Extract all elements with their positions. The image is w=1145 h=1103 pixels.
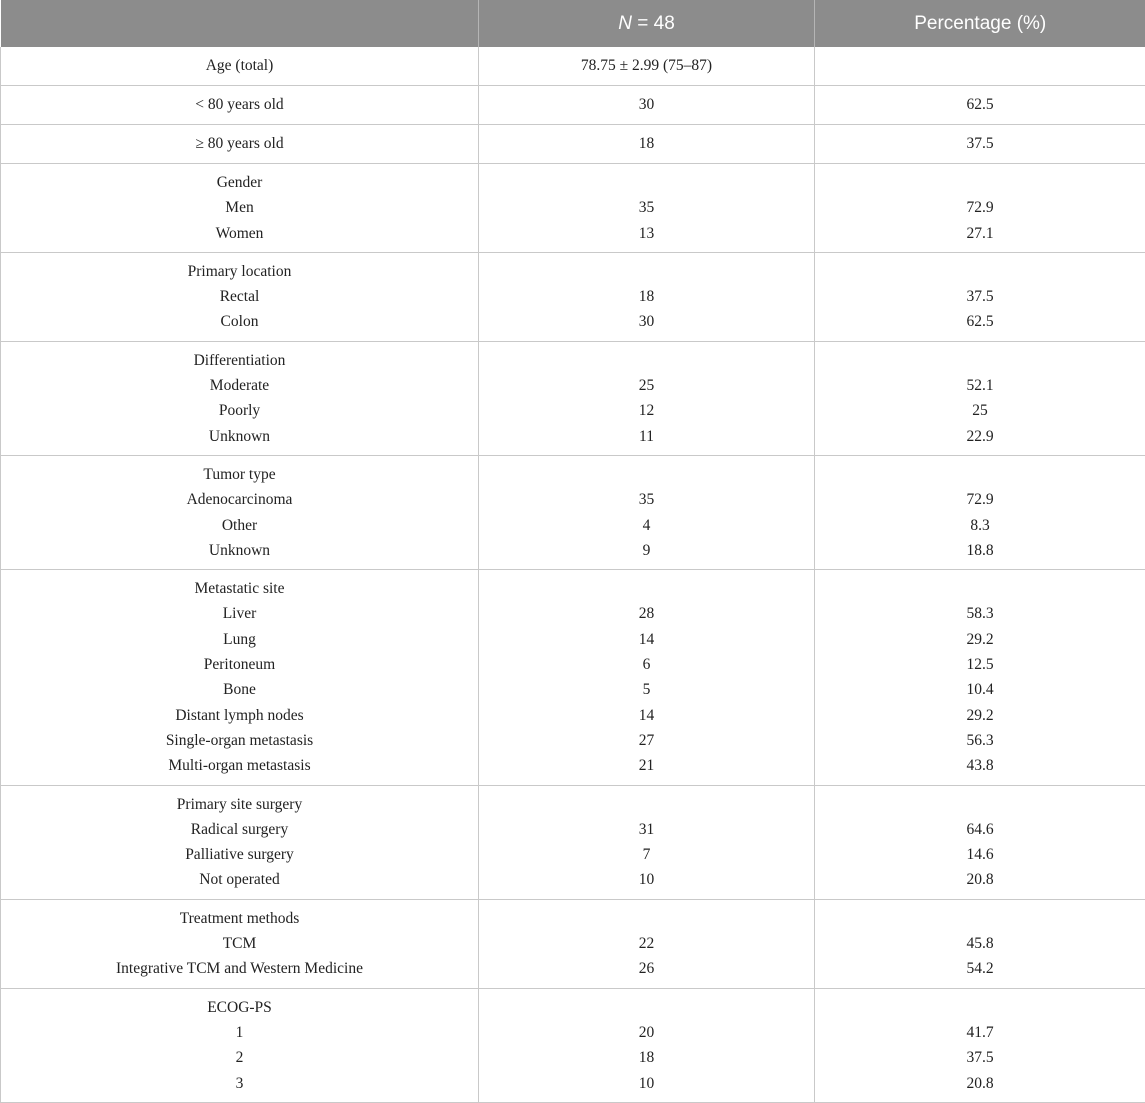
item-pct: 62.5 <box>966 313 994 331</box>
item-label: Multi-organ metastasis <box>168 757 311 775</box>
group-label-cell <box>1 570 479 785</box>
group-label-cell <box>1 899 479 988</box>
group-title: Metastatic site <box>194 580 285 598</box>
group-title-spacer <box>815 792 1145 817</box>
item-pct: 22.9 <box>966 427 994 445</box>
header-cell-n <box>479 0 815 47</box>
item-n: 18 <box>638 1049 655 1067</box>
item-n: 21 <box>638 757 655 775</box>
table-row <box>1 86 1145 125</box>
group-n-cell <box>479 455 815 569</box>
row-n: 18 <box>479 125 815 164</box>
group-pct-cell <box>815 455 1145 569</box>
item-pct: 37.5 <box>966 288 994 306</box>
row-label: Age (total) <box>1 47 479 86</box>
table-group-row <box>1 899 1145 988</box>
group-pct-cell <box>815 252 1145 341</box>
group-title-spacer <box>815 462 1145 487</box>
item-label: Moderate <box>209 377 270 395</box>
group-label-cell <box>1 341 479 455</box>
group-title-spacer <box>479 906 814 931</box>
row-label: ≥ 80 years old <box>1 125 479 164</box>
table-group-row <box>1 164 1145 253</box>
item-label: 2 <box>235 1049 244 1067</box>
group-label-cell <box>1 164 479 253</box>
row-n: 78.75 ± 2.99 (75–87) <box>479 47 815 86</box>
header-n-value: = 48 <box>631 12 675 34</box>
group-title-spacer <box>479 995 814 1020</box>
item-n: 11 <box>639 427 654 445</box>
item-pct: 8.3 <box>970 516 990 534</box>
item-label: Integrative TCM and Western Medicine <box>116 960 363 978</box>
item-label: Women <box>215 224 264 242</box>
item-pct: 54.2 <box>966 960 994 978</box>
table-body <box>1 47 1145 1102</box>
group-title-spacer <box>479 348 814 373</box>
group-n-cell <box>479 570 815 785</box>
group-title-spacer <box>815 170 1145 195</box>
item-pct: 72.9 <box>966 199 994 217</box>
group-label-cell <box>1 252 479 341</box>
item-n: 25 <box>638 377 655 395</box>
item-n: 14 <box>638 706 655 724</box>
group-pct-cell <box>815 899 1145 988</box>
item-label: Not operated <box>199 871 280 889</box>
item-pct: 37.5 <box>966 1049 994 1067</box>
table-group-row <box>1 570 1145 785</box>
item-pct: 52.1 <box>966 377 994 395</box>
group-n-cell <box>479 164 815 253</box>
item-pct: 18.8 <box>966 541 994 559</box>
item-pct: 29.2 <box>966 706 994 724</box>
item-pct: 10.4 <box>966 681 994 699</box>
item-label: Lung <box>223 630 256 648</box>
group-title-spacer <box>479 259 814 284</box>
item-n: 20 <box>638 1023 655 1041</box>
header-n-symbol: N <box>618 12 632 34</box>
item-pct: 72.9 <box>966 491 994 509</box>
item-n: 22 <box>638 935 655 953</box>
table-group-row <box>1 785 1145 899</box>
group-title-spacer <box>815 259 1145 284</box>
group-title-spacer <box>479 576 814 601</box>
table-header <box>1 0 1145 47</box>
header-row <box>1 0 1145 47</box>
header-cell-variable <box>1 0 479 47</box>
item-n: 31 <box>638 820 655 838</box>
group-pct-cell <box>815 785 1145 899</box>
item-n: 7 <box>642 846 651 864</box>
row-n: 30 <box>479 86 815 125</box>
group-n-cell <box>479 341 815 455</box>
item-pct: 56.3 <box>966 731 994 749</box>
group-title: Tumor type <box>203 465 276 483</box>
table-group-row <box>1 988 1145 1102</box>
group-pct-cell <box>815 341 1145 455</box>
table-group-row <box>1 341 1145 455</box>
group-title-spacer <box>479 170 814 195</box>
item-n: 35 <box>638 199 655 217</box>
row-label: < 80 years old <box>1 86 479 125</box>
item-label: Palliative surgery <box>185 846 294 864</box>
group-label-cell <box>1 988 479 1102</box>
group-title: ECOG-PS <box>207 998 272 1016</box>
group-label-cell <box>1 455 479 569</box>
group-n-cell <box>479 899 815 988</box>
item-label: Adenocarcinoma <box>186 491 293 509</box>
table-row <box>1 47 1145 86</box>
group-title-spacer <box>479 462 814 487</box>
header-cell-percentage: Percentage (%) <box>815 0 1145 47</box>
item-pct: 14.6 <box>966 846 994 864</box>
item-pct: 41.7 <box>966 1023 994 1041</box>
row-pct: 37.5 <box>815 125 1145 164</box>
group-pct-cell <box>815 570 1145 785</box>
item-label: Men <box>225 199 254 217</box>
group-title: Primary location <box>187 262 292 280</box>
item-label: Peritoneum <box>203 656 276 674</box>
group-n-cell <box>479 785 815 899</box>
item-label: 3 <box>235 1074 244 1092</box>
group-title-spacer <box>815 348 1145 373</box>
item-label: Distant lymph nodes <box>175 706 304 724</box>
item-label: Radical surgery <box>190 820 289 838</box>
item-pct: 20.8 <box>966 871 994 889</box>
item-pct: 20.8 <box>966 1074 994 1092</box>
item-n: 26 <box>638 960 655 978</box>
item-n: 30 <box>638 313 655 331</box>
item-pct: 29.2 <box>966 630 994 648</box>
group-label-cell <box>1 785 479 899</box>
group-n-cell <box>479 988 815 1102</box>
item-pct: 27.1 <box>966 224 994 242</box>
item-n: 18 <box>638 288 655 306</box>
group-title: Treatment methods <box>179 909 300 927</box>
group-title-spacer <box>815 995 1145 1020</box>
item-label: Unknown <box>208 427 271 445</box>
row-pct <box>815 47 1145 86</box>
item-label: 1 <box>235 1023 244 1041</box>
group-n-cell <box>479 252 815 341</box>
table-group-row <box>1 455 1145 569</box>
table-group-row <box>1 252 1145 341</box>
item-pct: 58.3 <box>966 605 994 623</box>
item-label: Unknown <box>208 541 271 559</box>
item-label: Poorly <box>218 402 261 420</box>
item-pct: 45.8 <box>966 935 994 953</box>
item-pct: 64.6 <box>966 820 994 838</box>
row-pct: 62.5 <box>815 86 1145 125</box>
item-n: 10 <box>638 871 655 889</box>
group-pct-cell <box>815 988 1145 1102</box>
item-n: 14 <box>638 630 655 648</box>
item-label: Colon <box>220 313 259 331</box>
item-n: 10 <box>638 1074 655 1092</box>
item-label: Bone <box>223 681 256 699</box>
item-n: 9 <box>642 541 651 559</box>
item-label: Other <box>221 516 258 534</box>
item-n: 6 <box>642 656 651 674</box>
item-pct: 43.8 <box>966 757 994 775</box>
table-row <box>1 125 1145 164</box>
item-n: 27 <box>638 731 655 749</box>
item-n: 35 <box>638 491 655 509</box>
item-n: 13 <box>638 224 655 242</box>
item-pct: 12.5 <box>966 656 994 674</box>
item-label: Liver <box>222 605 257 623</box>
group-pct-cell <box>815 164 1145 253</box>
group-title-spacer <box>815 576 1145 601</box>
item-label: Rectal <box>219 288 260 306</box>
group-title: Primary site surgery <box>176 795 303 813</box>
item-pct: 25 <box>972 402 988 420</box>
group-title-spacer <box>815 906 1145 931</box>
item-n: 28 <box>638 605 655 623</box>
group-title: Gender <box>216 174 263 191</box>
item-label: TCM <box>222 935 257 953</box>
item-n: 4 <box>642 516 651 534</box>
item-n: 12 <box>638 402 655 420</box>
item-n: 5 <box>642 681 651 699</box>
group-title: Differentiation <box>193 351 286 369</box>
group-title-spacer <box>479 792 814 817</box>
item-label: Single-organ metastasis <box>165 731 314 749</box>
